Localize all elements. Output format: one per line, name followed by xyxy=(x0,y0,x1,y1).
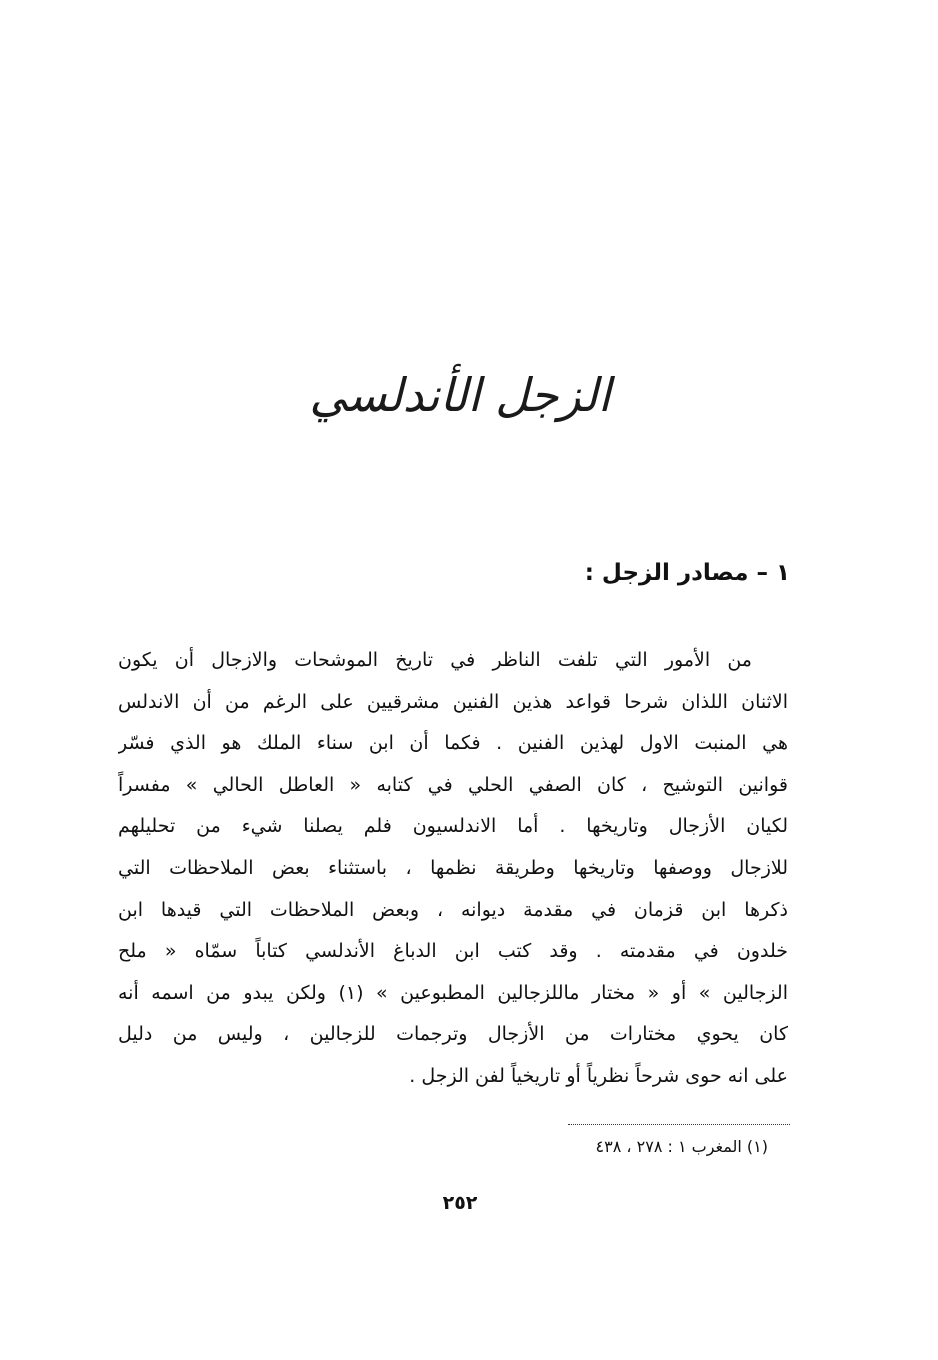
text-line: للازجال ووصفها وتاريخها وطريقة نظمها ، باستثناء بعض الملاحظات التي xyxy=(118,856,788,879)
footnote-divider xyxy=(568,1124,790,1125)
text-line: على انه حوى شرحاً نظرياً أو تاريخياً لفن الزجل . xyxy=(409,1064,788,1087)
text-line: الاثنان اللذان شرحا قواعد هذين الفنين مشرقيين على الرغم من أن الاندلس xyxy=(118,690,788,713)
text-line: هي المنبت الاول لهذين الفنين . فكما أن ابن سناء الملك هو الذي فسّر xyxy=(118,732,788,755)
text-line: قوانين التوشيح ، كان الصفي الحلي في كتابه « العاطل الحالي » مفسراً xyxy=(118,773,788,796)
text-line: ذكرها ابن قزمان في مقدمة ديوانه ، وبعض الملاحظات التي قيدها ابن xyxy=(118,898,788,921)
footnote: (١) المغرب ١ : ٢٧٨ ، ٤٣٨ xyxy=(595,1137,768,1156)
chapter-title: الزجل الأندلسي xyxy=(309,368,611,422)
section-heading: ١ – مصادر الزجل : xyxy=(584,560,790,586)
text-line: الزجالين » أو « مختار ماللزجالين المطبوعين » (١) ولكن يبدو من اسمه أنه xyxy=(118,981,788,1004)
body-paragraph xyxy=(118,640,788,1098)
text-line: خلدون في مقدمته . وقد كتب ابن الدباغ الأندلسي كتاباً سمّاه « ملح xyxy=(118,940,788,963)
text-line: كان يحوي مختارات من الأزجال وترجمات للزجالين ، وليس من دليل xyxy=(118,1023,788,1046)
text-line: من الأمور التي تلفت الناظر في تاريخ الموشحات والازجال أن يكون xyxy=(118,649,752,671)
text-line: لكيان الأزجال وتاريخها . أما الاندلسيون فلم يصلنا شيء من تحليلهم xyxy=(118,815,788,838)
page-number: ٢٥٢ xyxy=(442,1192,478,1214)
